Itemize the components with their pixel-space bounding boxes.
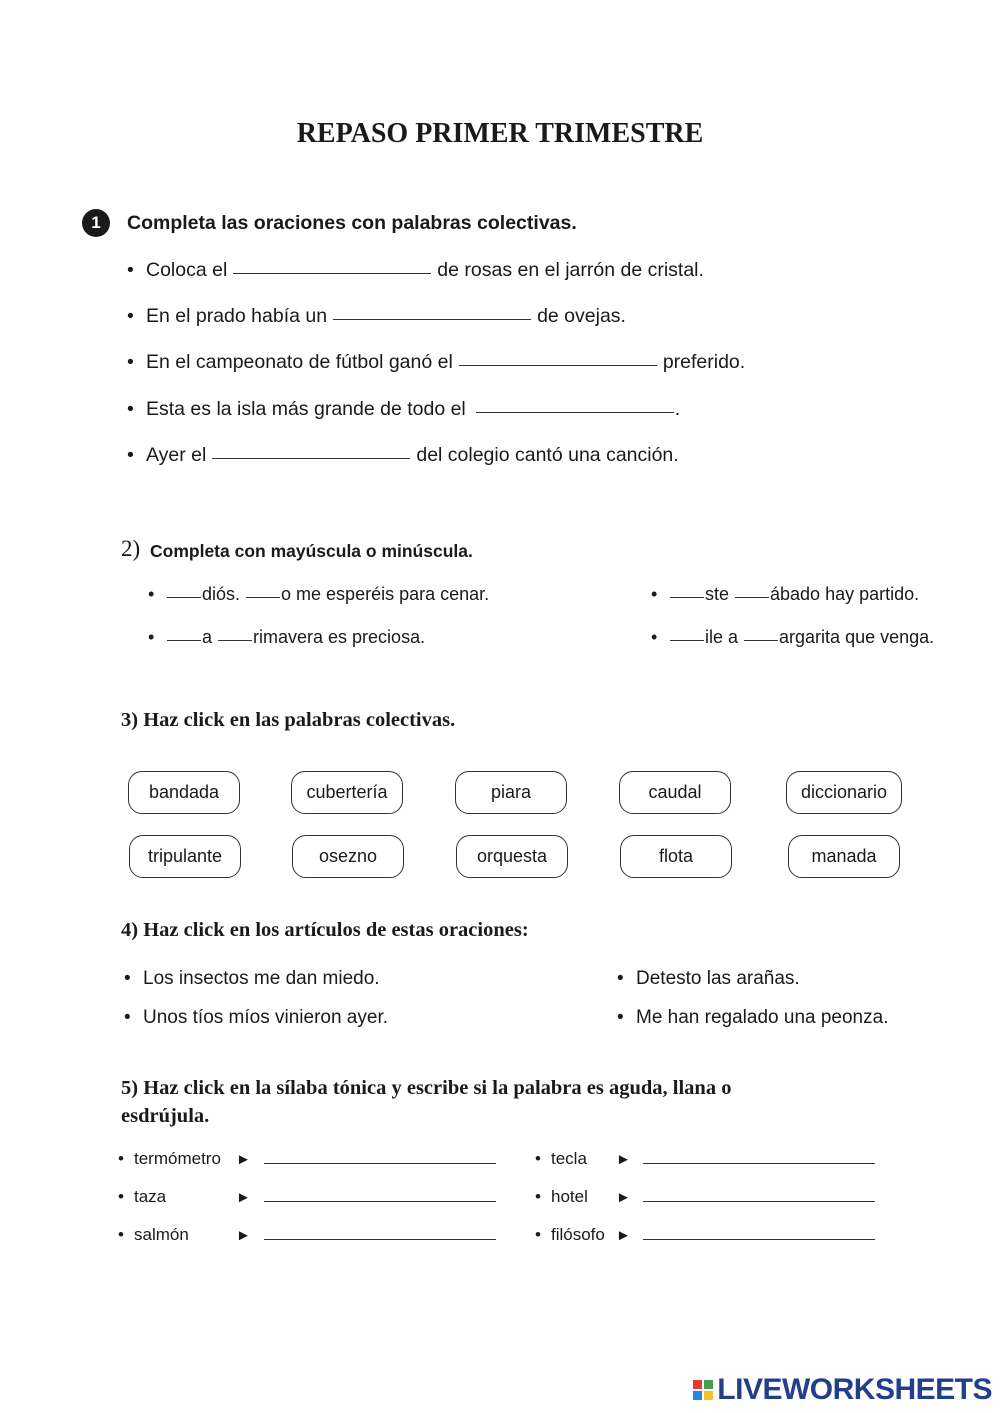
section-4-sentence[interactable] xyxy=(617,968,800,990)
section-1-item xyxy=(127,305,626,328)
arrow-icon: ► xyxy=(236,1151,251,1168)
word-option[interactable]: orquesta xyxy=(456,835,568,878)
word-option[interactable]: piara xyxy=(455,771,567,814)
bullet: • xyxy=(118,1187,124,1206)
word-option[interactable]: diccionario xyxy=(786,771,902,814)
bullet: • xyxy=(127,398,134,420)
section-1-item xyxy=(127,444,679,467)
answer-blank[interactable] xyxy=(333,318,531,320)
page-title: REPASO PRIMER TRIMESTRE xyxy=(296,118,704,149)
section-5-word[interactable] xyxy=(118,1149,221,1169)
word-option[interactable]: flota xyxy=(620,835,732,878)
item-text: a xyxy=(202,627,213,647)
answer-blank[interactable] xyxy=(264,1201,496,1202)
bullet: • xyxy=(127,259,134,281)
letter-blank[interactable] xyxy=(744,640,778,641)
bullet: • xyxy=(148,627,155,647)
answer-blank[interactable] xyxy=(643,1201,875,1202)
section-2-item xyxy=(148,627,425,648)
sentence-text[interactable]: Me han regalado una peonza. xyxy=(636,1007,889,1028)
bullet: • xyxy=(617,1007,624,1028)
section-1-number-badge: 1 xyxy=(82,209,110,237)
section-5-word[interactable] xyxy=(535,1149,587,1169)
arrow-icon: ► xyxy=(616,1189,631,1206)
word-option[interactable]: osezno xyxy=(292,835,404,878)
sentence-text[interactable]: Detesto las arañas. xyxy=(636,968,800,989)
letter-blank[interactable] xyxy=(167,640,201,641)
bullet: • xyxy=(118,1149,124,1168)
bullet: • xyxy=(127,351,134,373)
bullet: • xyxy=(535,1225,541,1244)
section-1-item xyxy=(127,259,704,282)
word-text[interactable]: taza xyxy=(134,1187,167,1206)
liveworksheets-logo xyxy=(693,1373,992,1407)
section-5-word[interactable] xyxy=(535,1187,588,1207)
section-1-item xyxy=(127,398,680,421)
item-text-after: de rosas en el jarrón de cristal. xyxy=(437,259,704,281)
item-text-before: En el prado había un xyxy=(146,305,328,327)
sentence-text[interactable]: Unos tíos míos vinieron ayer. xyxy=(143,1007,388,1028)
bullet: • xyxy=(127,444,134,466)
section-5-word[interactable] xyxy=(118,1225,189,1245)
answer-blank[interactable] xyxy=(476,411,674,413)
answer-blank[interactable] xyxy=(643,1239,875,1240)
section-3-heading: 3) Haz click en las palabras colectivas. xyxy=(121,709,456,731)
item-text-before: Coloca el xyxy=(146,259,228,281)
word-option[interactable]: cubertería xyxy=(291,771,403,814)
answer-blank[interactable] xyxy=(643,1163,875,1164)
word-option[interactable]: bandada xyxy=(128,771,240,814)
word-option[interactable]: tripulante xyxy=(129,835,241,878)
word-text[interactable]: tecla xyxy=(551,1149,587,1168)
item-text: ile a xyxy=(705,627,739,647)
section-4-sentence[interactable] xyxy=(124,1007,388,1029)
section-5-heading-line-1: 5) Haz click en la sílaba tónica y escribe si la palabra es aguda, llana o xyxy=(121,1077,732,1099)
answer-blank[interactable] xyxy=(459,364,657,366)
bullet: • xyxy=(535,1149,541,1168)
bullet: • xyxy=(127,305,134,327)
section-5-word[interactable] xyxy=(535,1225,605,1245)
answer-blank[interactable] xyxy=(264,1163,496,1164)
section-1-heading: Completa las oraciones con palabras colectivas. xyxy=(127,212,577,234)
bullet: • xyxy=(148,584,155,604)
item-text: rimavera es preciosa. xyxy=(253,627,426,647)
item-text-after: del colegio cantó una canción. xyxy=(416,444,679,466)
logo-text: LIVEWORKSHEETS xyxy=(717,1373,992,1406)
item-text-before: En el campeonato de fútbol ganó el xyxy=(146,351,453,373)
letter-blank[interactable] xyxy=(670,640,704,641)
item-text-after: preferido. xyxy=(662,351,746,373)
section-5-heading-line-2: esdrújula. xyxy=(121,1105,210,1127)
arrow-icon: ► xyxy=(616,1151,631,1168)
item-text-after: . xyxy=(674,398,681,420)
section-4-sentence[interactable] xyxy=(617,1007,888,1029)
bullet: • xyxy=(118,1225,124,1244)
section-2-item xyxy=(651,584,919,605)
letter-blank[interactable] xyxy=(735,597,769,598)
bullet: • xyxy=(651,584,658,604)
arrow-icon: ► xyxy=(616,1227,631,1244)
item-text-before: Esta es la isla más grande de todo el xyxy=(146,398,466,420)
item-text: ste xyxy=(705,584,730,604)
letter-blank[interactable] xyxy=(670,597,704,598)
section-4-sentence[interactable] xyxy=(124,968,380,990)
bullet: • xyxy=(617,968,624,989)
section-2-number: 2) xyxy=(121,536,141,561)
letter-blank[interactable] xyxy=(218,640,252,641)
word-text[interactable]: hotel xyxy=(551,1187,588,1206)
bullet: • xyxy=(651,627,658,647)
item-text: diós. xyxy=(202,584,241,604)
word-text[interactable]: filósofo xyxy=(551,1225,605,1244)
section-2-heading: Completa con mayúscula o minúscula. xyxy=(150,541,473,561)
section-5-word[interactable] xyxy=(118,1187,166,1207)
item-text: o me esperéis para cenar. xyxy=(281,584,490,604)
sentence-text[interactable]: Los insectos me dan miedo. xyxy=(143,968,380,989)
letter-blank[interactable] xyxy=(167,597,201,598)
bullet: • xyxy=(535,1187,541,1206)
item-text-before: Ayer el xyxy=(146,444,207,466)
arrow-icon: ► xyxy=(236,1189,251,1206)
item-text-after: de ovejas. xyxy=(537,305,626,327)
word-text[interactable]: salmón xyxy=(134,1225,189,1244)
answer-blank[interactable] xyxy=(212,457,410,459)
bullet: • xyxy=(124,968,131,989)
logo-mark-icon xyxy=(693,1380,713,1400)
section-2-item xyxy=(148,584,489,605)
word-option[interactable]: manada xyxy=(788,835,900,878)
word-text[interactable]: termómetro xyxy=(134,1149,221,1168)
bullet: • xyxy=(124,1007,131,1028)
answer-blank[interactable] xyxy=(233,272,431,274)
letter-blank[interactable] xyxy=(246,597,280,598)
arrow-icon: ► xyxy=(236,1227,251,1244)
word-option[interactable]: caudal xyxy=(619,771,731,814)
answer-blank[interactable] xyxy=(264,1239,496,1240)
section-1-item xyxy=(127,351,745,374)
item-text: ábado hay partido. xyxy=(770,584,920,604)
section-2-item xyxy=(651,627,934,648)
section-4-heading: 4) Haz click en los artículos de estas oraciones: xyxy=(121,919,529,941)
item-text: argarita que venga. xyxy=(779,627,935,647)
